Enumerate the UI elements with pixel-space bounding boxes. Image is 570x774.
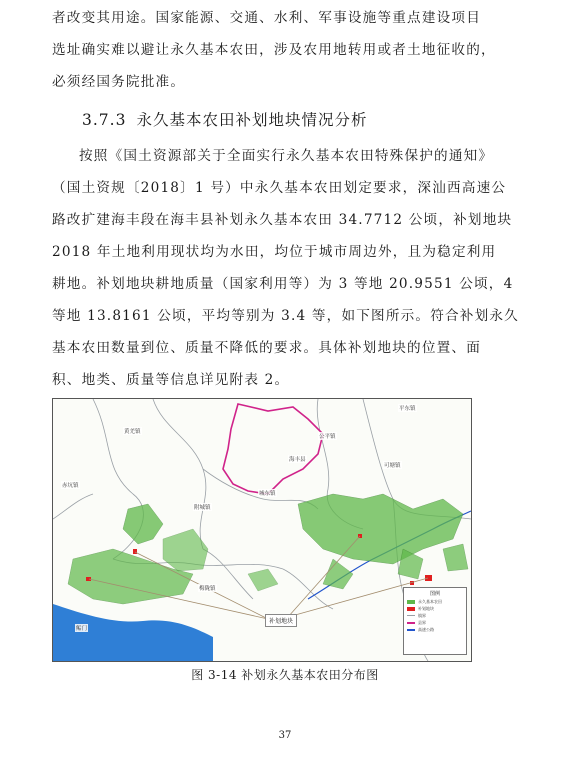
map-label-town: 赤坑镇	[62, 483, 79, 489]
map-label-town: 公平镇	[319, 434, 336, 440]
farmland-map	[52, 398, 472, 662]
map-label-town: 城东镇	[259, 491, 276, 497]
map-label-town: 鲘门	[76, 626, 88, 632]
map-label-town: 平东镇	[399, 406, 416, 412]
map-label-town: 黄羌镇	[124, 429, 141, 435]
legend-item: 县界	[407, 620, 463, 625]
legend-item: 永久基本农田	[407, 599, 463, 604]
section-heading	[82, 108, 367, 130]
body-line: 按照《国土资源部关于全面实行永久基本农田特殊保护的通知》	[79, 148, 494, 164]
map-label-town: 附城镇	[194, 505, 211, 511]
legend-title: 图例	[429, 591, 440, 597]
section-title: 永久基本农田补划地块情况分析	[136, 111, 368, 129]
body-line: （国土资规〔2018〕1 号）中永久基本农田划定要求，深汕西高速公	[52, 180, 507, 196]
map-label-town: 梅陇镇	[199, 586, 216, 592]
map-label-town: 可塘镇	[384, 463, 401, 469]
map-label-county: 海丰县	[289, 457, 306, 463]
body-line: 2018 年土地利用现状均为水田，均位于城市周边外，且为稳定利用	[52, 244, 497, 260]
body-line: 基本农田数量到位、质量不降低的要求。具体补划地块的位置、面	[52, 340, 482, 356]
map-legend	[403, 587, 467, 655]
body-line: 等地 13.8161 公顷，平均等别为 3.4 等，如下图所示。符合补划永久	[52, 308, 519, 324]
page-number: 37	[278, 730, 292, 741]
legend-item: 镇界	[407, 613, 463, 618]
county-border	[223, 404, 323, 494]
legend-item: 高速公路	[407, 627, 463, 632]
figure-caption: 图 3-14 补划永久基本农田分布图	[191, 668, 379, 682]
body-line: 者改变其用途。国家能源、交通、水利、军事设施等重点建设项目	[52, 10, 482, 26]
body-line: 必须经国务院批准。	[52, 74, 186, 90]
body-line: 积、地类、质量等信息详见附表 2。	[52, 372, 290, 388]
legend-item: 补划地块	[407, 606, 463, 611]
map-callout: 补划地块	[265, 614, 297, 627]
body-line: 选址确实难以避让永久基本农田，涉及农用地转用或者土地征收的，	[52, 42, 496, 58]
sea-area	[53, 604, 213, 661]
body-line: 路改扩建海丰段在海丰县补划永久基本农田 34.7712 公顷，补划地块	[52, 212, 513, 228]
body-line: 耕地。补划地块耕地质量（国家利用等）为 3 等地 20.9551 公顷，4	[52, 276, 514, 292]
section-number: 3.7.3	[82, 111, 127, 129]
